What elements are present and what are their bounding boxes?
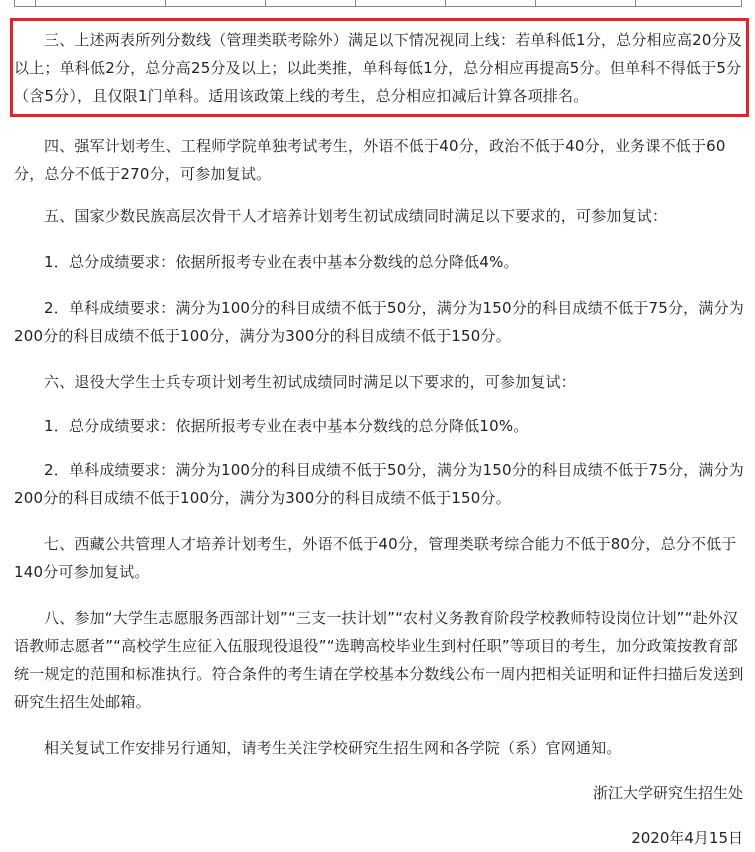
table-bottom-edge	[14, 0, 742, 7]
paragraph-6-2: 2．单科成绩要求：满分为100分的科目成绩不低于50分，满分为150分的科目成绩不低于75分，满分为200分的科目成绩不低于100分，满分为300分的科目成绩不低于150分。	[14, 461, 744, 507]
paragraph-closing: 相关复试工作安排另行通知，请考生关注学校研究生招生网和各学院（系）官网通知。	[44, 739, 622, 757]
paragraph-3: 三、上述两表所列分数线（管理类联考除外）满足以下情况视同上线：若单科低1分，总分相应高20分及以上；单科低2分，总分高25分及以上；以此类推，单科每低1分，总分相应再提高5分。但单科不得低于5分（含5分），且仅限1门单科。适用该政策上线的考生，总分相应扣减后计算各项排名。	[14, 31, 743, 105]
paragraph-5-1: 1．总分成绩要求：依据所报考专业在表中基本分数线的总分降低4%。	[44, 253, 519, 271]
paragraph-8: 八、参加“大学生志愿服务西部计划”“三支一扶计划”“农村义务教育阶段学校教师特设岗位计划”“赴外汉语教师志愿者”“高校学生应征入伍服现役退役”“选聘高校毕业生到村任职”等项目的考生，加分政策按教育部统一规定的范围和标准执行。符合条件的考生请在学校基本分数线公布一周内把相关证明和证件扫描后发送到研究生招生处邮箱。	[14, 609, 744, 711]
paragraph-7: 七、西藏公共管理人才培养计划考生，外语不低于40分，管理类联考综合能力不低于80分，总分不低于140分可参加复试。	[14, 535, 737, 581]
paragraph-5: 五、国家少数民族高层次骨干人才培养计划考生初试成绩同时满足以下要求的，可参加复试：	[44, 207, 668, 225]
paragraph-4: 四、强军计划考生、工程师学院单独考试考生，外语不低于40分，政治不低于40分，业务课不低于60分，总分不低于270分，可参加复试。	[14, 137, 726, 183]
paragraph-6: 六、退役大学生士兵专项计划考生初试成绩同时满足以下要求的，可参加复试：	[44, 373, 577, 391]
date: 2020年4月15日	[631, 829, 743, 847]
paragraph-6-1: 1．总分成绩要求：依据所报考专业在表中基本分数线的总分降低10%。	[44, 417, 529, 435]
signature: 浙江大学研究生招生处	[592, 784, 743, 802]
paragraph-5-2: 2．单科成绩要求：满分为100分的科目成绩不低于50分，满分为150分的科目成绩不低于75分，满分为200分的科目成绩不低于100分，满分为300分的科目成绩不低于150分。	[14, 299, 744, 345]
